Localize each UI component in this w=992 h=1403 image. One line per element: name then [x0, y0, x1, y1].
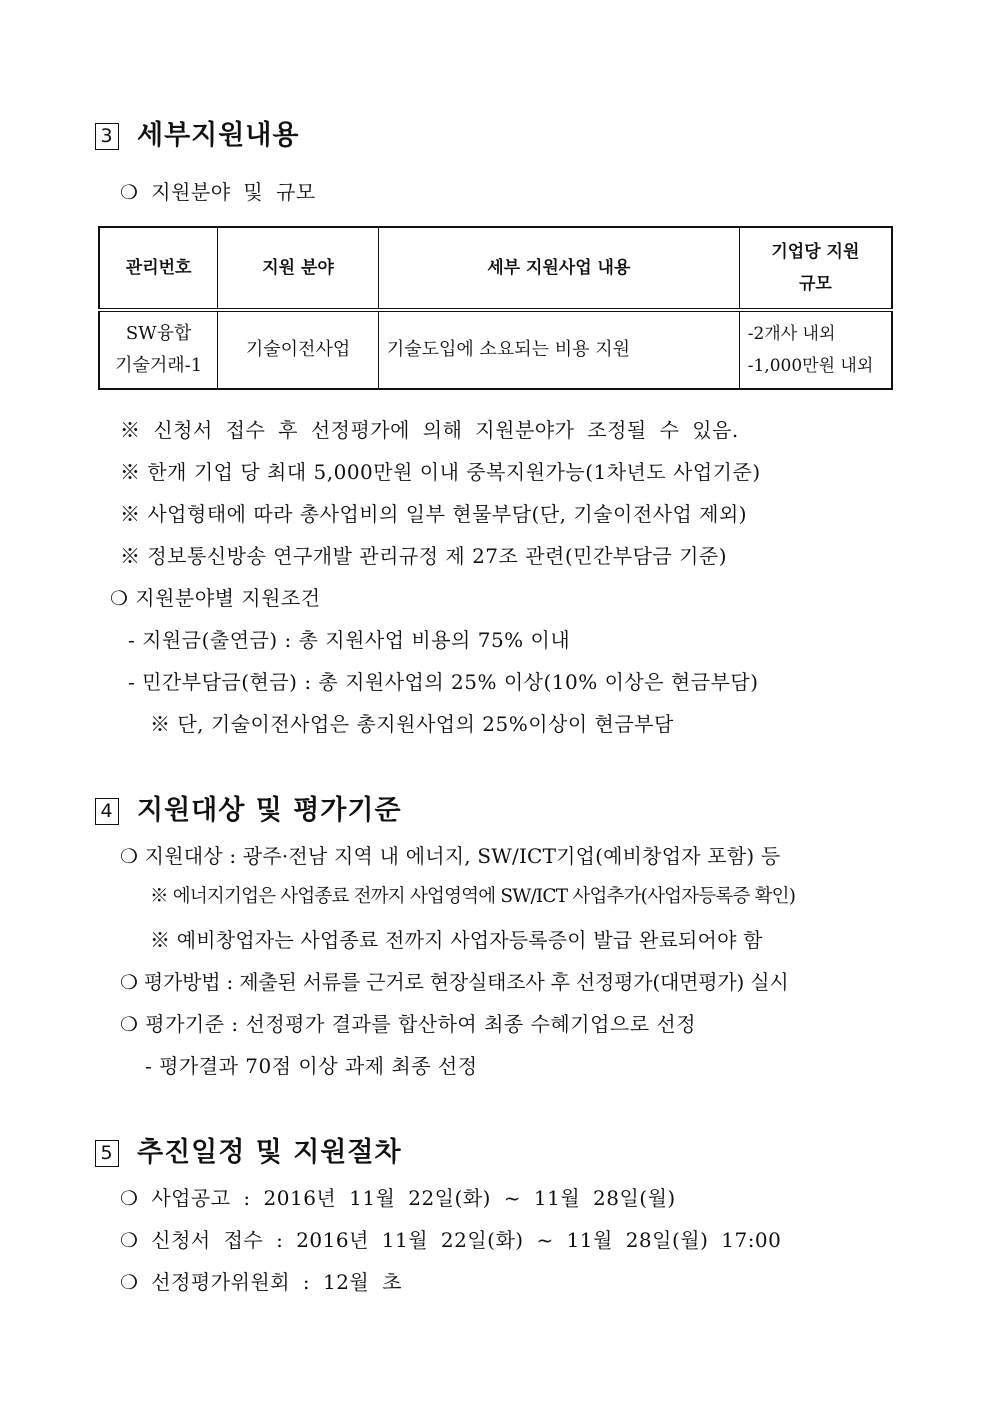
- header-id: 관리번호: [99, 227, 218, 310]
- section-title: 지원대상 및 평가기준: [137, 795, 402, 826]
- condition-note: ※ 단, 기술이전사업은 총지원사업의 25%이상이 현금부담: [150, 712, 674, 736]
- target-note-1: ※ 에너지기업은 사업종료 전까지 사업영역에 SW/ICT 사업추가(사업자등록증 확인): [150, 886, 796, 907]
- support-table: [98, 226, 893, 390]
- section-title: 추진일정 및 지원절차: [137, 1137, 402, 1168]
- section-5-heading: [95, 1130, 402, 1169]
- section-number-box: 3: [95, 123, 119, 150]
- header-field: 지원 분야: [218, 227, 379, 310]
- note-1: ※ 신청서 접수 후 선정평가에 의해 지원분야가 조정될 수 있음.: [120, 418, 739, 442]
- bullet-target: ❍ 지원대상 : 광주·전남 지역 내 에너지, SW/ICT기업(예비창업자 포함) 등: [120, 844, 781, 868]
- cell-field: 기술이전사업: [218, 310, 379, 389]
- header-scale: 기업당 지원 규모: [739, 227, 892, 310]
- target-note-2: ※ 예비창업자는 사업종료 전까지 사업자등록증이 발급 완료되어야 함: [150, 928, 763, 952]
- schedule-committee: ❍ 선정평가위원회 : 12월 초: [120, 1270, 402, 1294]
- schedule-application: ❍ 신청서 접수 : 2016년 11월 22일(화) ~ 11월 28일(월) 17:00: [120, 1228, 782, 1252]
- note-3: ※ 사업형태에 따라 총사업비의 일부 현물부담(단, 기술이전사업 제외): [120, 502, 748, 526]
- cell-scale: -2개사 내외 -1,000만원 내외: [739, 310, 892, 389]
- section-4-heading: [95, 788, 402, 827]
- cell-content: 기술도입에 소요되는 비용 지원: [378, 310, 739, 389]
- bullet-method: ❍ 평가방법 : 제출된 서류를 근거로 현장실태조사 후 선정평가(대면평가) 실시: [120, 970, 789, 994]
- criteria-sub: - 평가결과 70점 이상 과제 최종 선정: [145, 1054, 478, 1078]
- table-row: [99, 310, 892, 389]
- table-header-row: [99, 227, 892, 310]
- schedule-announcement: ❍ 사업공고 : 2016년 11월 22일(화) ~ 11월 28일(월): [120, 1186, 676, 1210]
- header-content: 세부 지원사업 내용: [378, 227, 739, 310]
- section-number-box: 5: [95, 1140, 119, 1167]
- bullet-conditions: ❍ 지원분야별 지원조건: [110, 586, 321, 610]
- section-number-box: 4: [95, 798, 119, 825]
- note-2: ※ 한개 기업 당 최대 5,000만원 이내 중복지원가능(1차년도 사업기준): [120, 460, 761, 484]
- bullet-support-field: ❍ 지원분야 및 규모: [120, 180, 316, 204]
- section-title: 세부지원내용: [137, 120, 300, 151]
- condition-1: - 지원금(출연금) : 총 지원사업 비용의 75% 이내: [128, 628, 571, 652]
- cell-id: SW융합 기술거래-1: [99, 310, 218, 389]
- bullet-criteria: ❍ 평가기준 : 선정평가 결과를 합산하여 최종 수혜기업으로 선정: [120, 1012, 697, 1036]
- section-3-heading: [95, 113, 300, 152]
- condition-2: - 민간부담금(현금) : 총 지원사업의 25% 이상(10% 이상은 현금부담): [128, 670, 759, 694]
- note-4: ※ 정보통신방송 연구개발 관리규정 제 27조 관련(민간부담금 기준): [120, 544, 728, 568]
